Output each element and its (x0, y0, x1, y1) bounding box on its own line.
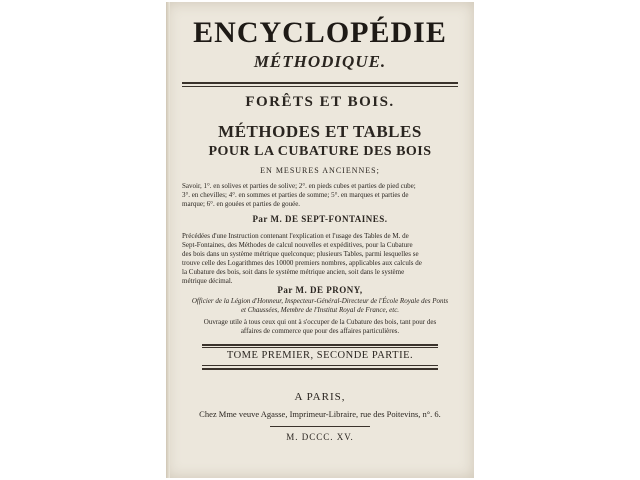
part-rule-bottom-1 (202, 365, 438, 366)
date-rule (270, 426, 370, 427)
paragraph-line: 3°. en chevilles; 4°. en sommes et parties de somme; 5°. en marques et parties de (182, 191, 409, 199)
heading-cubature: POUR LA CUBATURE DES BOIS (208, 144, 432, 159)
part-rule-top-2 (202, 347, 438, 348)
top-double-rule-2 (182, 86, 458, 87)
page-subtitle: MÉTHODIQUE. (253, 52, 387, 71)
affiliation-line: Officier de la Légion d'Honneur, Inspecteur-Général-Directeur de l'École Royale des Ponts (191, 297, 449, 305)
paragraph-line: Précédées d'une Instruction contenant l'explication et l'usage des Tables de M. de (182, 232, 409, 240)
paragraph-line: Sept-Fontaines, des Méthodes de calcul nouvelles et expéditives, pour la Cubature (182, 241, 413, 249)
top-double-rule-1 (182, 82, 458, 84)
page-title: ENCYCLOPÉDIE (193, 16, 447, 49)
book-page (166, 2, 474, 478)
affiliation-line: et Chaussées, Membre de l'Institut Royal de France, etc. (240, 306, 400, 314)
paragraph-line: Ouvrage utile à tous ceux qui ont à s'occuper de la Cubature des bois, tant pour des (203, 318, 437, 326)
author-sept-fontaines: Par M. DE SEPT-FONTAINES. (252, 214, 388, 224)
paragraph-line: trouve celle des Logarithmes des 10000 premiers nombres, applicables aux calculs de (182, 259, 422, 267)
part-rule-top-1 (202, 344, 438, 346)
paragraph-instruction (182, 232, 458, 286)
paragraph-line: Savoir, 1°. en solives et parties de solive; 2°. en pieds cubes et parties de pied cube; (182, 182, 416, 190)
paragraph-purpose (182, 318, 458, 336)
imprint-city: A PARIS, (294, 391, 346, 403)
paragraph-units (182, 182, 458, 209)
heading-methods: MÉTHODES ET TABLES (218, 122, 422, 141)
heading-measures: EN MESURES ANCIENNES; (260, 166, 380, 175)
imprint-date: M. DCCC. XV. (286, 432, 354, 442)
section-title: FORÊTS ET BOIS. (245, 94, 395, 110)
volume-part: TOME PREMIER, SECONDE PARTIE. (226, 350, 414, 361)
paragraph-line: des bois dans un système métrique quelconque; plusieurs Tables, parmi lesquelles se (182, 250, 419, 258)
imprint-publisher: Chez Mme veuve Agasse, Imprimeur-Libraire, rue des Poitevins, n°. 6. (199, 409, 441, 419)
page-edge-shadow (166, 2, 170, 478)
author-affiliation (166, 297, 474, 315)
paragraph-line: la Cubature des bois, soit dans le système métrique ancien, soit dans le système (182, 268, 405, 276)
paragraph-line: affaires de commerce que pour des affaires particulières. (240, 327, 400, 335)
paragraph-line: marque; 6°. en gouées et parties de gouée. (182, 200, 301, 208)
part-rule-bottom-2 (202, 368, 438, 370)
author-prony: Par M. DE PRONY, (277, 285, 363, 295)
paragraph-line: métrique décimal. (182, 277, 233, 285)
